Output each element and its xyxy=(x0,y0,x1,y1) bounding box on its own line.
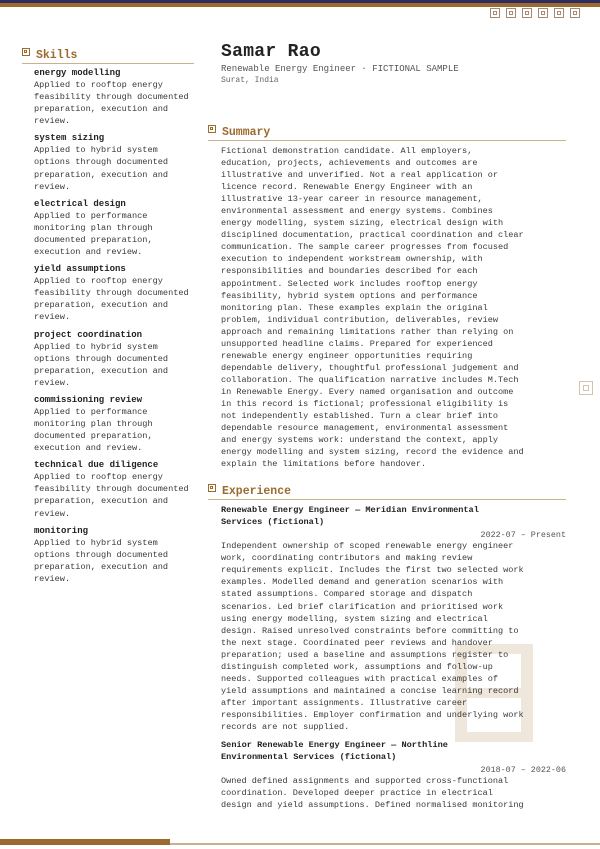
summary-line: illustrative 13-year career in resource management, xyxy=(221,194,483,205)
skills-heading: Skills xyxy=(36,49,78,62)
margin-ornament-icon xyxy=(579,381,593,395)
role-title-line: Senior Renewable Energy Engineer — Northline xyxy=(221,740,448,751)
summary-line: dependable resource management, environmental assessment xyxy=(221,423,509,434)
role-line: using energy modelling, system sizing and electrical xyxy=(221,613,488,624)
role-line: distinguish completed work, assumptions and follow-up xyxy=(221,661,493,672)
section-ornament-icon xyxy=(208,125,216,133)
square-ornament-icon xyxy=(490,8,500,18)
skill-name: commissioning review xyxy=(34,394,143,405)
role-line: examples. Modelled demand and generation scenarios with xyxy=(221,577,504,588)
skill-description: Applied to hybrid system options through documented preparation, execution and review. xyxy=(34,341,169,388)
summary-line: and energy systems work: understand the context, apply xyxy=(221,435,498,446)
summary-line: in Renewable Energy. Every named organisation and outcome xyxy=(221,386,514,397)
role-line: needs. Supported colleagues with practical examples of xyxy=(221,673,498,684)
role-description xyxy=(221,540,566,733)
top-navy-stripe xyxy=(0,0,600,3)
skill-description: Applied to hybrid system options through documented preparation, execution and review. xyxy=(34,145,169,192)
summary-line: appointment. Selected work includes rooftop energy xyxy=(221,278,478,289)
experience-entry xyxy=(208,504,566,733)
skills-section-header xyxy=(22,48,194,64)
main-content xyxy=(208,42,566,811)
candidate-name: Samar Rao xyxy=(221,42,321,62)
skill-name: technical due diligence xyxy=(34,460,159,471)
summary-line: monitoring plan. These examples explain the original xyxy=(221,302,488,313)
summary-line: communication. The sample career progresses from focused xyxy=(221,242,509,253)
summary-line: in this record is fictional; professional eligibility is xyxy=(221,398,509,409)
role-line: coordination. Developed deeper practice in electrical xyxy=(221,788,493,799)
bottom-accent-dark xyxy=(0,839,170,845)
role-dates: 2018-07 – 2022-06 xyxy=(480,765,566,776)
skill-description: Applied to rooftop energy feasibility through documented preparation, execution and review. xyxy=(34,80,189,127)
skill-name: electrical design xyxy=(34,198,126,209)
skill-name: project coordination xyxy=(34,329,143,340)
square-ornament-icon xyxy=(570,8,580,18)
role-title-line: Renewable Energy Engineer — Meridian Environmental xyxy=(221,505,479,516)
summary-line: education, projects, achievements and outcomes are xyxy=(221,158,478,169)
skill-item xyxy=(34,330,194,389)
section-ornament-icon xyxy=(22,48,30,56)
skill-item xyxy=(34,133,194,192)
bottom-accent-bar xyxy=(0,839,600,849)
role-line: yield assumptions and maintained a concise learning record xyxy=(221,685,519,696)
experience-section-header xyxy=(208,484,566,500)
role-line: design. Raised unresolved constraints before committing to xyxy=(221,625,519,636)
summary-line: problem, individual contribution, deliverables, review xyxy=(221,314,498,325)
summary-heading: Summary xyxy=(222,126,271,139)
skill-item xyxy=(34,68,194,127)
sidebar xyxy=(22,48,194,591)
role-line: responsibilities. Employer confirmation and underlying work xyxy=(221,709,524,720)
role-line: the next stage. Coordinated peer reviews and handover xyxy=(221,637,493,648)
summary-line: approach and remaining limitations rather than relying on xyxy=(221,326,514,337)
role-line: Owned defined assignments and supported cross-functional xyxy=(221,776,509,787)
summary-line: not independently established. Turn a clear brief into xyxy=(221,411,498,422)
candidate-location: Surat, India xyxy=(221,76,279,85)
square-ornament-icon xyxy=(554,8,564,18)
top-ornament-row xyxy=(490,8,580,18)
summary-line: explain the limitations before handover. xyxy=(221,459,427,470)
summary-line: feasibility, hybrid system options and performance xyxy=(221,290,478,301)
summary-line: energy modelling, system sizing, electrical design with xyxy=(221,218,504,229)
summary-line: execution to independent workstream ownership, with xyxy=(221,254,483,265)
skill-name: energy modelling xyxy=(34,68,121,78)
summary-paragraph xyxy=(221,145,566,470)
square-ornament-icon xyxy=(522,8,532,18)
role-line: after important assignments. Illustrative career xyxy=(221,697,468,708)
role-line: work, coordinating contributors and making review xyxy=(221,553,473,564)
summary-line: disciplined documentation, practical coordination and clear xyxy=(221,230,524,241)
square-ornament-icon xyxy=(506,8,516,18)
summary-line: collaboration. The qualification narrative includes M.Tech xyxy=(221,374,519,385)
skill-item xyxy=(34,460,194,519)
experience-list xyxy=(208,504,566,811)
role-title-line: Services (fictional) xyxy=(221,517,325,528)
section-ornament-icon xyxy=(208,484,216,492)
summary-line: renewable energy engineer opportunities requiring xyxy=(221,350,473,361)
skill-name: monitoring xyxy=(34,525,89,536)
role-line: scenarios. Led brief clarification and prioritised work xyxy=(221,601,504,612)
role-line: stated assumptions. Compared storage and dispatch xyxy=(221,589,473,600)
skill-description: Applied to performance monitoring plan through documented preparation, execution and review. xyxy=(34,406,153,454)
summary-section-header xyxy=(208,125,566,141)
skill-item xyxy=(34,264,194,323)
summary-line: illustrative and unverified. Not a real application or xyxy=(221,170,498,181)
skill-description: Applied to hybrid system options through documented preparation, execution and review. xyxy=(34,537,169,584)
role-dates: 2022-07 – Present xyxy=(480,530,566,541)
role-line: requirements explicit. Includes the first two selected work xyxy=(221,565,524,576)
summary-line: energy modelling and system sizing, record the evidence and xyxy=(221,447,524,458)
summary-line: Fictional demonstration candidate. All employers, xyxy=(221,146,473,156)
role-line: Independent ownership of scoped renewable energy engineer xyxy=(221,541,514,552)
skill-item xyxy=(34,199,194,258)
square-ornament-icon xyxy=(538,8,548,18)
skill-item xyxy=(34,526,194,585)
skill-name: system sizing xyxy=(34,133,105,144)
experience-entry xyxy=(208,739,566,811)
bottom-accent-rule xyxy=(170,843,600,845)
role-line: design and yield assumptions. Defined normalised monitoring xyxy=(221,800,524,811)
skill-description: Applied to rooftop energy feasibility through documented preparation, execution and review. xyxy=(34,472,189,519)
role-line: records are not supplied. xyxy=(221,721,350,732)
candidate-subtitle: Renewable Energy Engineer · FICTIONAL SAMPLE xyxy=(221,64,459,74)
skill-name: yield assumptions xyxy=(34,264,126,275)
summary-line: responsibilities and boundaries described for each xyxy=(221,266,478,277)
skill-item xyxy=(34,395,194,454)
skill-description: Applied to rooftop energy feasibility through documented preparation, execution and review. xyxy=(34,276,189,323)
summary-line: dependable delivery, thoughtful professional judgement and xyxy=(221,362,519,373)
summary-line: unsupported headline claims. Prepared for experienced xyxy=(221,338,493,349)
summary-line: licence record. Renewable Energy Engineer with an xyxy=(221,182,473,193)
role-title-line: Environmental Services (fictional) xyxy=(221,752,397,763)
top-accent-band xyxy=(0,0,600,7)
summary-line: environmental assessment and energy systems. Combines xyxy=(221,206,493,217)
skills-list xyxy=(22,68,194,585)
role-line: preparation; used a baseline and assumptions register to xyxy=(221,649,509,660)
experience-heading: Experience xyxy=(222,485,292,499)
role-description xyxy=(221,775,566,811)
skill-description: Applied to performance monitoring plan through documented preparation, execution and review. xyxy=(34,210,153,258)
